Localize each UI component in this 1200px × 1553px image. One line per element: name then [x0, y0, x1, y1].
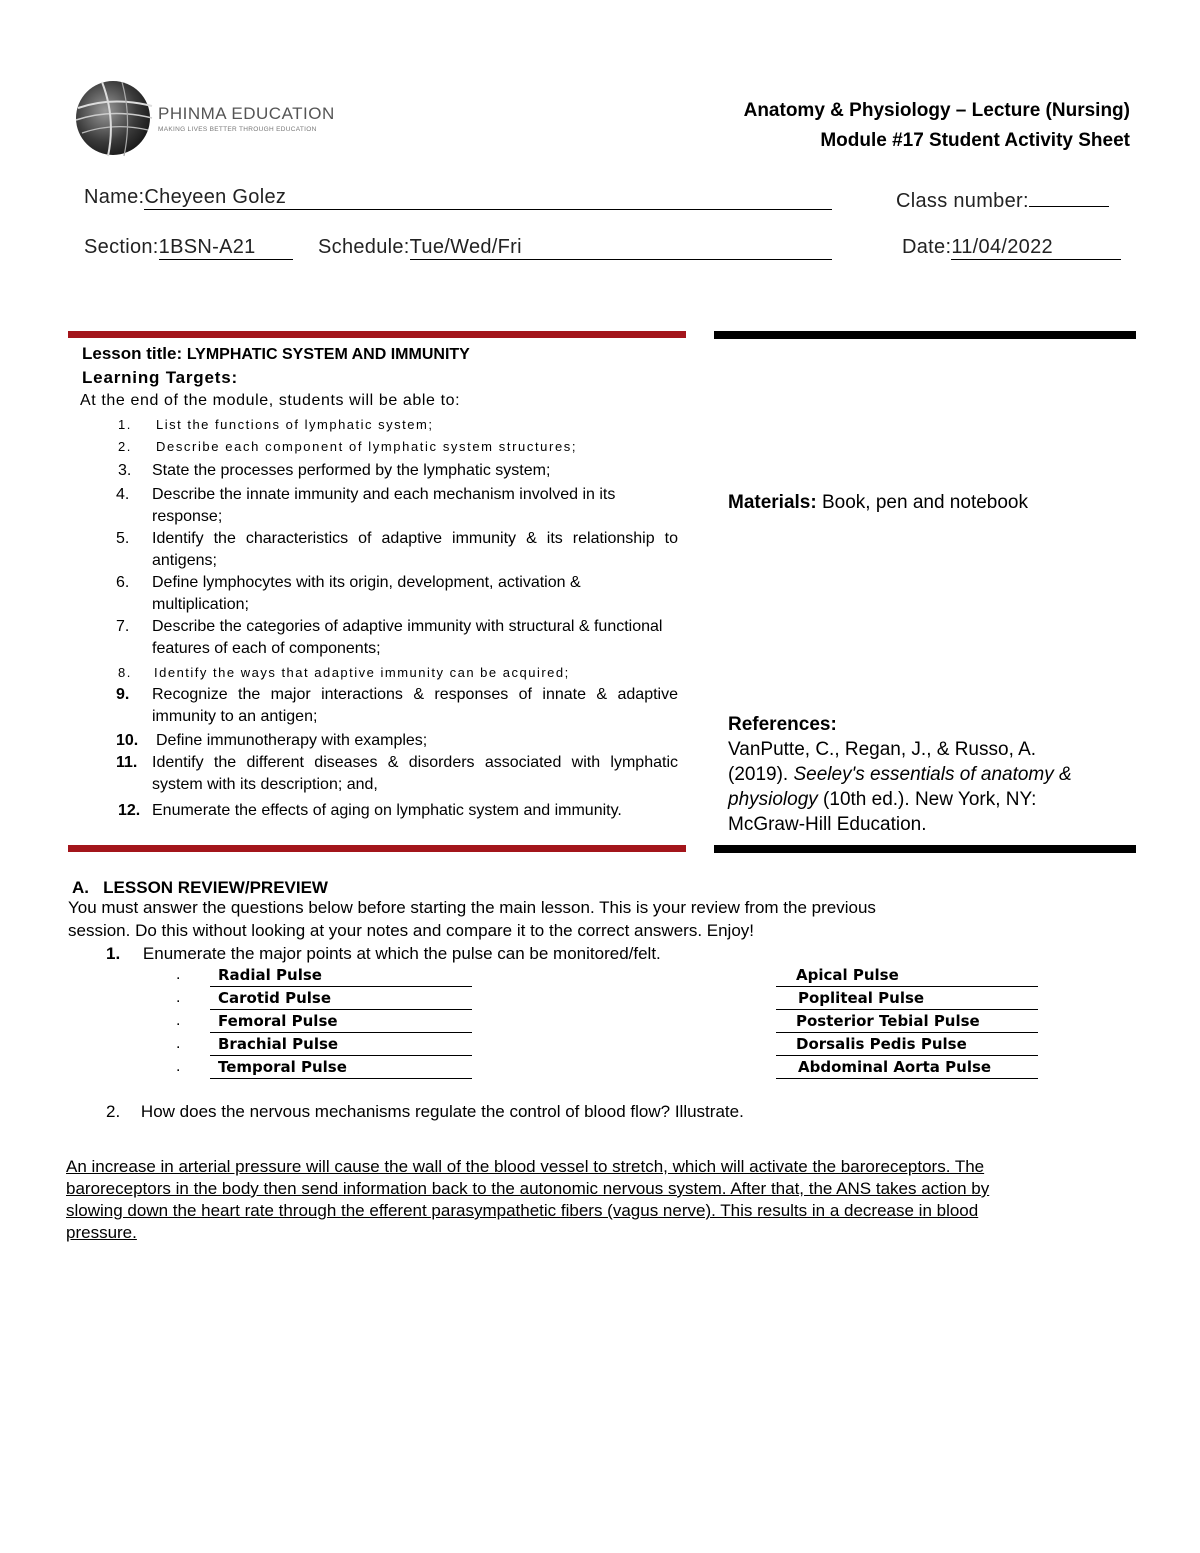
- learning-targets-label: Learning Targets:: [82, 368, 238, 387]
- bullet: .: [176, 1035, 181, 1052]
- list-item-text: Identify the characteristics of adaptive immunity & its relationship to antigens;: [152, 530, 678, 569]
- list-item: Dorsalis Pedis Pulse: [796, 1035, 967, 1053]
- answer-line-2: baroreceptors in the body then send information back to the autonomic nervous system. After that, the ANS takes action by: [66, 1179, 990, 1198]
- references-label: References:: [728, 714, 837, 735]
- logo-name: PHINMA EDUCATION: [158, 104, 335, 123]
- class-number-label: Class number:: [896, 190, 1029, 212]
- list-item: Apical Pulse: [796, 966, 899, 984]
- doc-title-line2: Module #17 Student Activity Sheet: [820, 130, 1130, 151]
- date-field[interactable]: [902, 236, 1138, 262]
- bullet: .: [176, 989, 181, 1006]
- answer-line-3: slowing down the heart rate through the efferent parasympathetic fibers (vagus nerve). This results in a decrease in blood: [66, 1201, 979, 1220]
- answer-line: [776, 1055, 1038, 1056]
- bullet: .: [176, 1012, 181, 1029]
- reference-line2: [728, 762, 1138, 787]
- class-number-value: [1029, 186, 1109, 207]
- list-item: Brachial Pulse: [218, 1035, 339, 1053]
- materials-label: Materials:: [728, 492, 817, 513]
- list-item-text: Describe the categories of adaptive immunity with structural & functional features of each of components;: [152, 618, 663, 657]
- reference-line1: VanPutte, C., Regan, J., & Russo, A.: [728, 739, 1037, 760]
- pulse-list-right: [776, 964, 1040, 1084]
- list-item-number: 1.: [118, 417, 132, 432]
- answer-line: [210, 1078, 472, 1079]
- question-1-text: Enumerate the major points at which the pulse can be monitored/felt.: [142, 944, 661, 963]
- phinma-logo: [72, 78, 342, 158]
- name-field[interactable]: [84, 186, 844, 212]
- list-item-text: Define immunotherapy with examples;: [156, 732, 428, 749]
- list-item-text: Identify the different diseases & disorders associated with lymphatic system with its description; and,: [152, 754, 678, 793]
- list-item-number: 6.: [116, 574, 130, 591]
- answer-line: [210, 1055, 472, 1056]
- doc-title-line1: Anatomy & Physiology – Lecture (Nursing): [743, 100, 1130, 121]
- learning-targets-list: [112, 414, 678, 844]
- answer-line: [776, 1032, 1038, 1033]
- schedule-value: Tue/Wed/Fri: [410, 236, 832, 260]
- answer-line-1: An increase in arterial pressure will cause the wall of the blood vessel to stretch, which will activate the baroreceptors. The: [66, 1157, 985, 1176]
- section-value: 1BSN-A21: [159, 236, 293, 260]
- list-item: Carotid Pulse: [218, 989, 332, 1007]
- question-1-number: 1.: [106, 944, 121, 963]
- list-item-number: 9.: [116, 686, 130, 703]
- list-item: Posterior Tebial Pulse: [796, 1012, 980, 1030]
- section-label: Section:: [84, 236, 159, 258]
- answer-line: [210, 1032, 472, 1033]
- list-item-text: Describe the innate immunity and each mechanism involved in its response;: [152, 486, 616, 525]
- reference-book-title-a: Seeley's essentials of anatomy &: [793, 764, 1072, 785]
- lesson-title-value: LYMPHATIC SYSTEM AND IMMUNITY: [186, 346, 470, 363]
- list-item-text: Describe each component of lymphatic system structures;: [156, 439, 578, 454]
- answer-line: [210, 986, 472, 987]
- reference-edition: (10th ed.). New York, NY:: [817, 789, 1037, 810]
- section-a-intro-line1: You must answer the questions below before starting the main lesson. This is your review from the previous: [68, 898, 876, 917]
- schedule-field[interactable]: [318, 236, 858, 262]
- list-item: Temporal Pulse: [218, 1058, 347, 1076]
- reference-year: (2019).: [728, 764, 794, 785]
- list-item-number: 2.: [118, 439, 132, 454]
- logo-tagline: MAKING LIVES BETTER THROUGH EDUCATION: [158, 126, 317, 133]
- materials-box-bottom-bar: [714, 845, 1136, 853]
- list-item-text: Define lymphocytes with its origin, development, activation & multiplication;: [152, 574, 581, 613]
- list-item-number: 8.: [118, 665, 132, 680]
- question-2: [106, 1102, 744, 1122]
- phinma-globe-icon: [72, 78, 154, 158]
- schedule-label: Schedule:: [318, 236, 410, 258]
- reference-publisher: McGraw-Hill Education.: [728, 814, 927, 835]
- list-item-number: 12.: [118, 802, 141, 819]
- name-label: Name:: [84, 186, 145, 208]
- answer-line: [776, 1078, 1038, 1079]
- name-value: Cheyeen Golez: [144, 186, 832, 210]
- lesson-box-top-bar: [68, 331, 686, 338]
- materials-value: Book, pen and notebook: [816, 492, 1028, 513]
- list-item-text: Enumerate the effects of aging on lymphatic system and immunity.: [152, 802, 622, 819]
- reference-book-title-b: physiology: [728, 789, 818, 810]
- list-item: Radial Pulse: [218, 966, 322, 984]
- list-item-number: 7.: [116, 618, 130, 635]
- section-a-intro-line2: session. Do this without looking at your notes and compare it to the correct answers. Enjoy!: [68, 921, 755, 940]
- lesson-title: [82, 344, 470, 364]
- list-item-number: 3.: [118, 462, 132, 479]
- list-item-text: Recognize the major interactions & responses of innate & adaptive immunity to an antigen;: [152, 686, 678, 725]
- section-a-heading: A. LESSON REVIEW/PREVIEW: [72, 878, 328, 897]
- references: [728, 712, 1138, 837]
- reference-line3: [728, 787, 1138, 812]
- question-2-answer: [66, 1156, 1146, 1244]
- list-item-text: Identify the ways that adaptive immunity can be acquired;: [154, 665, 570, 680]
- question-1: [106, 944, 661, 964]
- date-value: 11/04/2022: [951, 236, 1121, 260]
- answer-line: [776, 986, 1038, 987]
- list-item-text: List the functions of lymphatic system;: [156, 417, 434, 432]
- answer-line: [776, 1009, 1038, 1010]
- list-item-number: 4.: [116, 486, 130, 503]
- question-2-number: 2.: [106, 1102, 121, 1121]
- bullet: .: [176, 966, 181, 983]
- list-item-number: 10.: [116, 732, 139, 749]
- answer-line-4: pressure.: [66, 1223, 137, 1242]
- list-item-number: 11.: [116, 754, 138, 771]
- section-field[interactable]: [84, 236, 314, 262]
- list-item-text: State the processes performed by the lymphatic system;: [152, 462, 551, 479]
- answer-line: [210, 1009, 472, 1010]
- bullet: .: [176, 1058, 181, 1075]
- materials-box-top-bar: [714, 331, 1136, 339]
- list-item-number: 5.: [116, 530, 130, 547]
- list-item: Femoral Pulse: [218, 1012, 338, 1030]
- materials: [728, 492, 1028, 514]
- learning-targets-intro: At the end of the module, students will be able to:: [80, 392, 461, 409]
- date-label: Date:: [902, 236, 952, 258]
- list-item: Abdominal Aorta Pulse: [798, 1058, 992, 1076]
- pulse-list-left: [170, 964, 480, 1084]
- class-number-field[interactable]: [896, 186, 1136, 212]
- lesson-box-bottom-bar: [68, 845, 686, 852]
- question-2-text: How does the nervous mechanisms regulate the control of blood flow? Illustrate.: [140, 1102, 744, 1121]
- list-item: Popliteal Pulse: [798, 989, 925, 1007]
- lesson-title-label: Lesson title:: [82, 344, 187, 363]
